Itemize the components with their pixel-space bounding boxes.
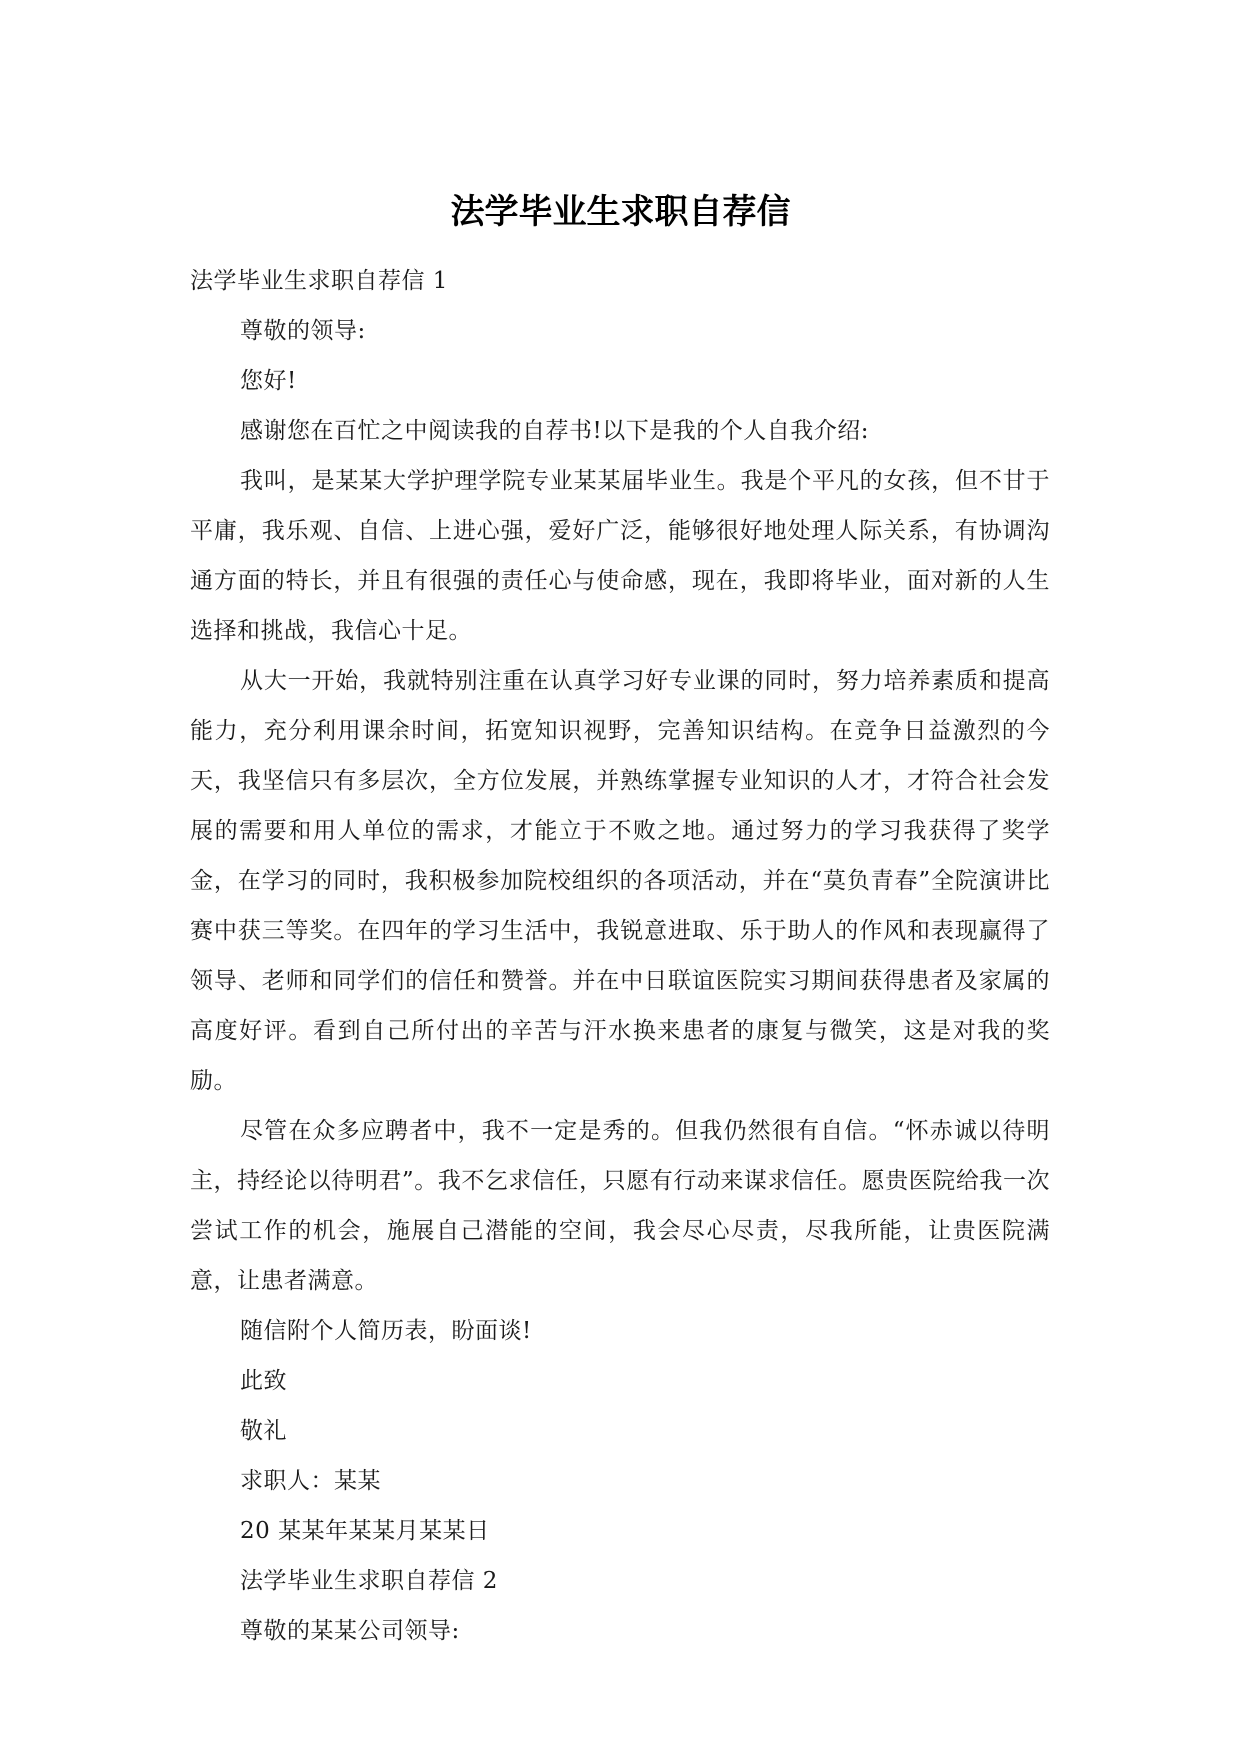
paragraph: 此致 bbox=[240, 1368, 287, 1394]
document-title: 法学毕业生求职自荐信 bbox=[450, 192, 791, 232]
paragraph: 尊敬的某某公司领导: bbox=[240, 1618, 460, 1644]
paragraph: 20 某某年某某月某某日 bbox=[240, 1518, 490, 1544]
paragraph: 我叫，是某某大学护理学院专业某某届毕业生。我是个平凡的女孩，但不甘于平庸，我乐观、自信、上进心强，爱好广泛，能够很好地处理人际关系，有协调沟通方面的特长，并且有很强的责任心与使命感，现在，我即将毕业，面对新的人生选择和挑战，我信心十足。 bbox=[190, 468, 1050, 644]
paragraph: 尽管在众多应聘者中，我不一定是秀的。但我仍然很有自信。“怀赤诚以待明主，持经论以待明君”。我不乞求信任，只愿有行动来谋求信任。愿贵医院给我一次尝试工作的机会，施展自己潜能的空间，我会尽心尽责，尽我所能，让贵医院满意，让患者满意。 bbox=[190, 1118, 1050, 1294]
paragraph: 求职人：某某 bbox=[240, 1468, 381, 1494]
paragraph: 法学毕业生求职自荐信 1 bbox=[190, 268, 448, 294]
paragraph: 敬礼 bbox=[240, 1418, 287, 1444]
paragraph: 尊敬的领导: bbox=[240, 318, 366, 344]
paragraph: 感谢您在百忙之中阅读我的自荐书!以下是我的个人自我介绍: bbox=[240, 418, 869, 444]
paragraph: 您好! bbox=[240, 368, 297, 394]
paragraph: 从大一开始，我就特别注重在认真学习好专业课的同时，努力培养素质和提高能力，充分利用课余时间，拓宽知识视野，完善知识结构。在竞争日益激烈的今天，我坚信只有多层次，全方位发展，并熟练掌握专业知识的人才，才符合社会发展的需要和用人单位的需求，才能立于不败之地。通过努力的学习我获得了奖学金，在学习的同时，我积极参加院校组织的各项活动，并在“莫负青春”全院演讲比赛中获三等奖。在四年的学习生活中，我锐意进取、乐于助人的作风和表现赢得了领导、老师和同学们的信任和赞誉。并在中日联谊医院实习期间获得患者及家属的高度好评。看到自己所付出的辛苦与汗水换来患者的康复与微笑，这是对我的奖励。 bbox=[190, 668, 1050, 1094]
document-body bbox=[190, 256, 1050, 1656]
paragraph: 法学毕业生求职自荐信 2 bbox=[240, 1568, 498, 1594]
paragraph: 随信附个人简历表，盼面谈! bbox=[240, 1318, 532, 1344]
